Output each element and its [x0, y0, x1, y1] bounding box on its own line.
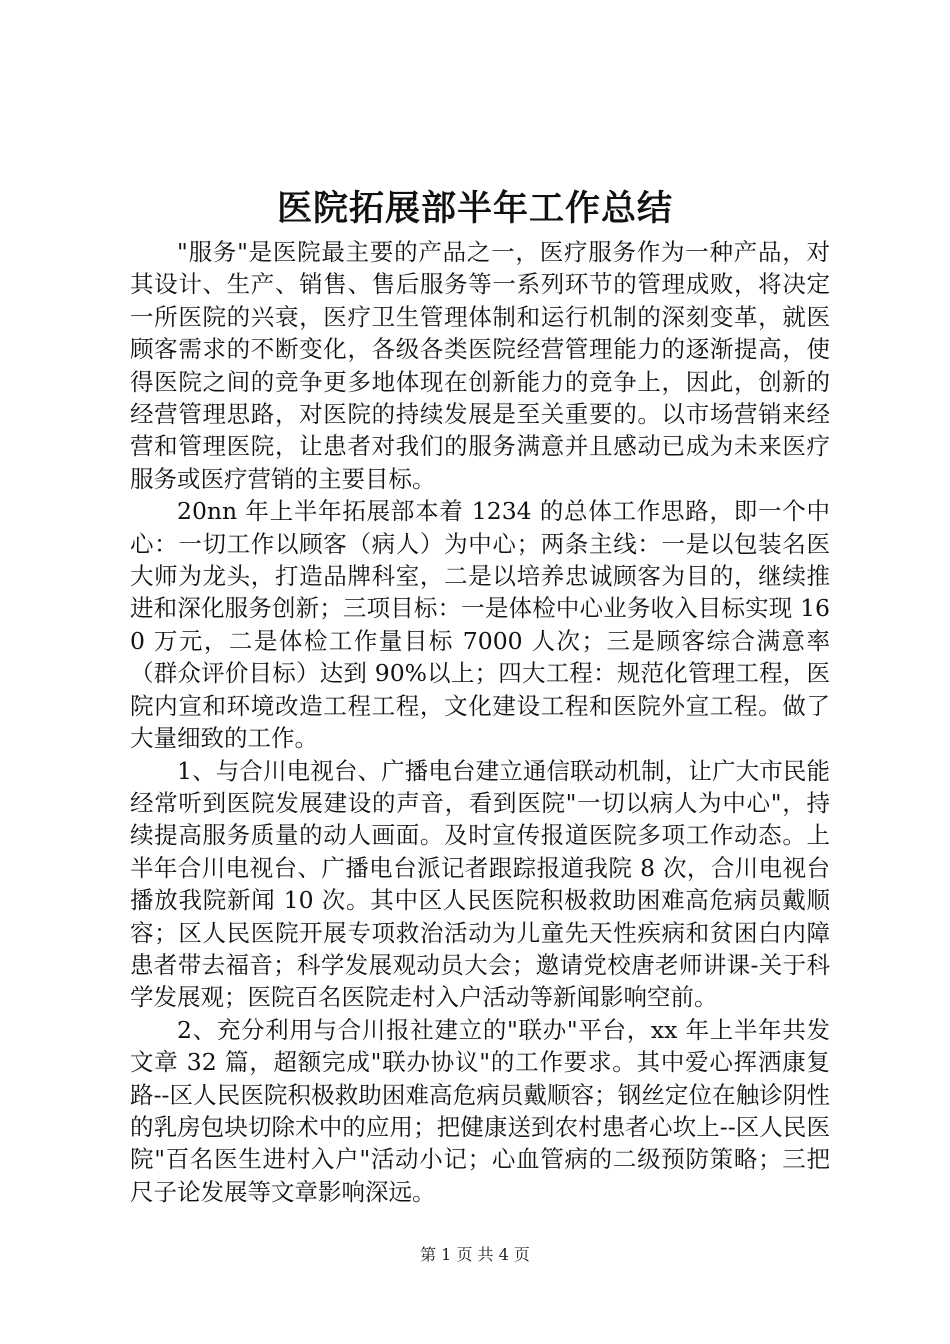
paragraph-work-plan: 20nn 年上半年拓展部本着 1234 的总体工作思路，即一个中心：一切工作以顾客（病人）为中心；两条主线：一是以包装名医大师为龙头，打造品牌科室，二是以培养忠诚顾客为目的，继续推进和深化服务创新；三项目标：一是体检中心业务收入目标实现 160 万元，二是体检工作量目标 7000 人次；三是顾客综合满意率（群众评价目标）达到 90%以上；四大工程：规范化管理工程，医院内宣和环境改造工程工程，文化建设工程和医院外宣工程。做了大量细致的工作。: [130, 497, 830, 753]
page-footer: 第 1 页 共 4 页: [420, 1245, 530, 1264]
document-body: [130, 236, 830, 1208]
paragraph-intro: "服务"是医院最主要的产品之一，医疗服务作为一种产品，对其设计、生产、销售、售后服务等一系列环节的管理成败，将决定一所医院的兴衰，医疗卫生管理体制和运行机制的深刻变革，就医顾客需求的不断变化，各级各类医院经营管理能力的逐渐提高，使得医院之间的竞争更多地体现在创新能力的竞争上，因此，创新的经营管理思路，对医院的持续发展是至关重要的。以市场营销来经营和管理医院，让患者对我们的服务满意并且感动已成为未来医疗服务或医疗营销的主要目标。: [130, 238, 830, 493]
document-title: 医院拓展部半年工作总结: [276, 188, 673, 229]
paragraph-newspaper: 2、充分利用与合川报社建立的"联办"平台，xx 年上半年共发文章 32 篇，超额完成"联办协议"的工作要求。其中爱心挥洒康复路--区人民医院积极救助困难高危病员戴顺容；钢丝定位在触诊阴性的乳房包块切除术中的应用；把健康送到农村患者心坎上--区人民医院"百名医生进村入户"活动小记；心血管病的二级预防策略；三把尺子论发展等文章影响深远。: [130, 1015, 830, 1206]
paragraph-tv-radio: 1、与合川电视台、广播电台建立通信联动机制，让广大市民能经常听到医院发展建设的声音，看到医院"一切以病人为中心"，持续提高服务质量的动人画面。及时宣传报道医院多项工作动态。上半年合川电视台、广播电台派记者跟踪报道我院 8 次，合川电视台播放我院新闻 10 次。其中区人民医院积极救助困难高危病员戴顺容；区人民医院开展专项救治活动为儿童先天性疾病和贫困白内障患者带去福音；科学发展观动员大会；邀请党校唐老师讲课-关于科学发展观；医院百名医院走村入户活动等新闻影响空前。: [130, 756, 830, 1012]
